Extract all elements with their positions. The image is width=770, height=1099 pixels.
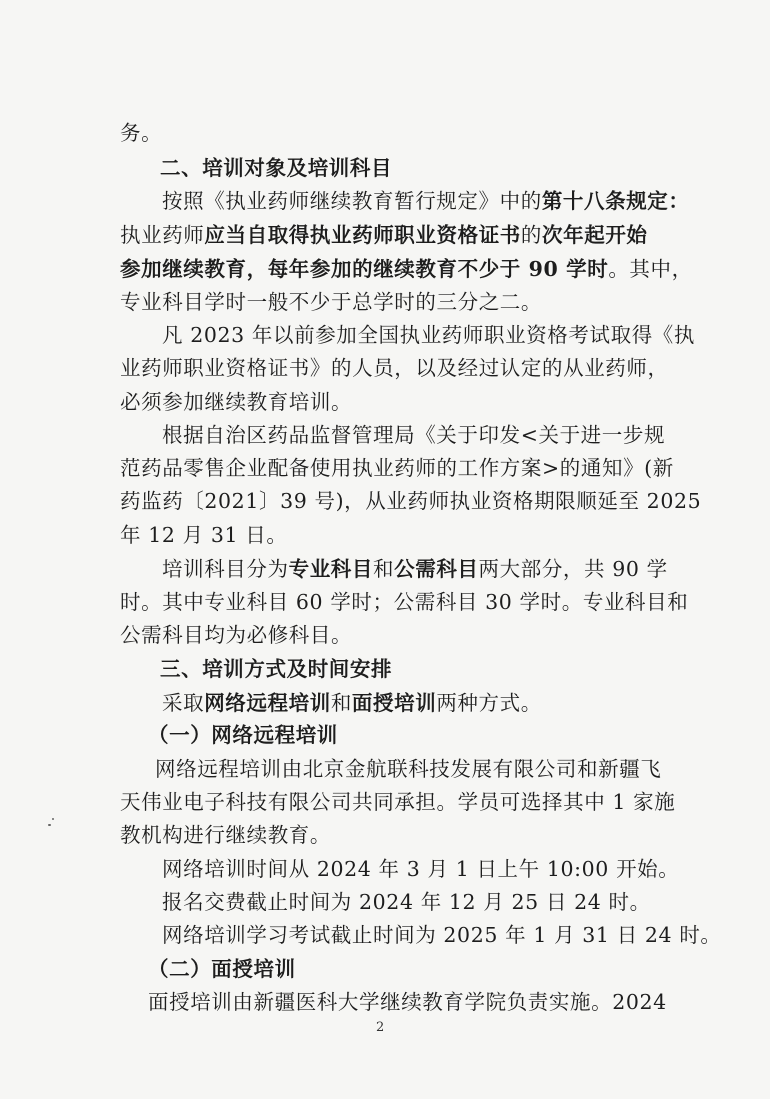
text-run: 二、培训对象及培训科目 bbox=[160, 156, 393, 180]
text-run: 培训科目分为 bbox=[162, 557, 289, 581]
text-run: 面授培训由新疆医科大学继续教育学院负责实施。2024 bbox=[148, 990, 667, 1014]
text-run: 三、培训方式及时间安排 bbox=[160, 657, 393, 681]
paragraph-line bbox=[162, 422, 665, 448]
text-run: 网络培训时间从 2024 年 3 月 1 日上午 10:00 开始。 bbox=[162, 857, 680, 881]
text-run: 时。其中专业科目 60 学时；公需科目 30 学时。专业科目和 bbox=[120, 590, 689, 614]
paragraph-line bbox=[155, 756, 661, 782]
text-run: 公需科目均为必修科目。 bbox=[120, 623, 353, 647]
paragraph-line bbox=[120, 222, 648, 248]
paragraph-line bbox=[162, 856, 679, 882]
paragraph-line bbox=[162, 889, 651, 915]
text-run-bold: 第十八条规定： bbox=[541, 189, 690, 213]
text-run-bold: 次年起开始 bbox=[542, 223, 648, 247]
scan-speck bbox=[48, 824, 51, 826]
paragraph-line bbox=[162, 322, 695, 348]
text-run: 年 12 月 31 日。 bbox=[120, 523, 288, 547]
paragraph-line bbox=[120, 822, 331, 848]
section-heading bbox=[160, 155, 392, 181]
text-run: 执业药师 bbox=[120, 223, 205, 247]
section-heading bbox=[160, 656, 392, 682]
text-run: 务。 bbox=[120, 121, 163, 145]
paragraph-line bbox=[120, 789, 675, 815]
text-run: 的 bbox=[520, 223, 543, 247]
paragraph-line bbox=[162, 922, 722, 948]
paragraph-line bbox=[120, 522, 287, 548]
text-run: 专业科目学时一般不少于总学时的三分之二。 bbox=[120, 290, 542, 314]
text-run: 必须参加继续教育培训。 bbox=[120, 390, 353, 414]
paragraph-line bbox=[120, 256, 693, 282]
text-run-bold: 网络远程培训 bbox=[204, 691, 331, 715]
subsection-heading bbox=[148, 722, 338, 748]
text-run: 和 bbox=[373, 557, 395, 581]
text-run: 凡 2023 年以前参加全国执业药师职业资格考试取得《执 bbox=[162, 323, 696, 347]
text-run-bold: 专业科目 bbox=[288, 557, 374, 581]
text-run: 和 bbox=[330, 691, 352, 715]
text-run-bold: 公需科目 bbox=[394, 557, 479, 581]
text-run-bold: 参加继续教育，每年参加的继续教育不少于 90 学时 bbox=[120, 257, 609, 281]
text-run: 天伟业电子科技有限公司共同承担。学员可选择其中 1 家施 bbox=[120, 790, 676, 814]
paragraph-line bbox=[148, 989, 667, 1015]
text-run-bold: 面授培训 bbox=[351, 691, 437, 715]
text-run: 采取 bbox=[162, 691, 205, 715]
scan-speck bbox=[52, 818, 54, 820]
text-run: 按照《执业药师继续教育暂行规定》中的 bbox=[162, 189, 542, 213]
text-run: 教机构进行继续教育。 bbox=[120, 823, 331, 847]
paragraph-line bbox=[120, 589, 688, 615]
paragraph-line bbox=[120, 289, 542, 315]
text-run: 业药师职业资格证书》的人员，以及经过认定的从业药师， bbox=[120, 356, 669, 380]
text-run: 。其中， bbox=[608, 257, 693, 281]
text-run-bold: 应当自取得执业药师职业资格证书 bbox=[204, 223, 521, 247]
text-run: 两种方式。 bbox=[436, 691, 542, 715]
text-run: （一）网络远程培训 bbox=[148, 723, 338, 747]
subsection-heading bbox=[148, 956, 296, 982]
text-run: 网络培训学习考试截止时间为 2025 年 1 月 31 日 24 时。 bbox=[162, 923, 722, 947]
paragraph-line bbox=[120, 389, 352, 415]
paragraph-line bbox=[120, 455, 674, 481]
paragraph-line bbox=[162, 188, 690, 214]
paragraph-line bbox=[120, 488, 701, 514]
text-run: 网络远程培训由北京金航联科技发展有限公司和新疆飞 bbox=[155, 757, 662, 781]
page-number: 2 bbox=[376, 1020, 385, 1035]
paragraph-line bbox=[120, 120, 162, 146]
text-run: 两大部分，共 90 学 bbox=[478, 557, 668, 581]
paragraph-line bbox=[162, 690, 542, 716]
text-run: 药监药〔2021〕39 号)，从业药师执业资格期限顺延至 2025 bbox=[120, 489, 702, 513]
paragraph-line bbox=[162, 556, 668, 582]
text-run: 报名交费截止时间为 2024 年 12 月 25 日 24 时。 bbox=[162, 890, 651, 914]
paragraph-line bbox=[120, 355, 669, 381]
paragraph-line bbox=[120, 622, 352, 648]
text-run: （二）面授培训 bbox=[148, 957, 296, 981]
text-run: 根据自治区药品监督管理局《关于印发<关于进一步规 bbox=[162, 423, 666, 447]
text-run: 范药品零售企业配备使用执业药师的工作方案>的通知》(新 bbox=[120, 456, 674, 480]
